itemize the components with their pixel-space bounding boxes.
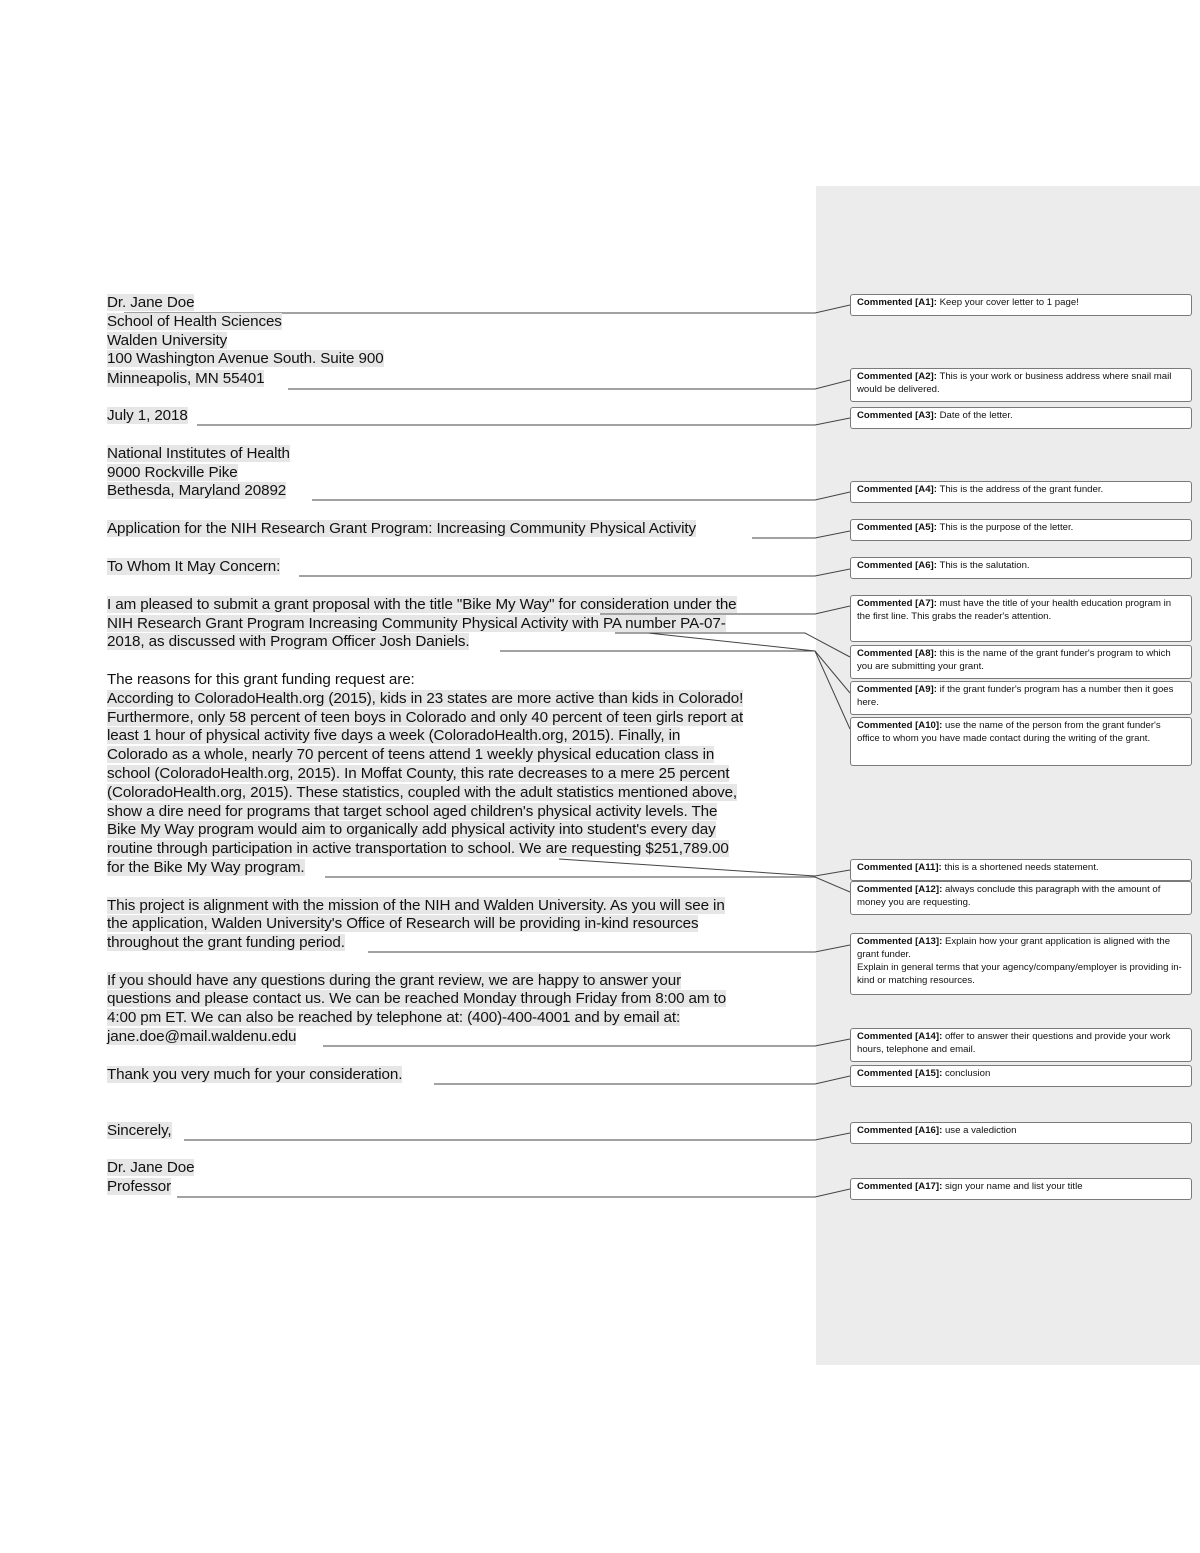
reasons-heading: The reasons for this grant funding request are: — [107, 671, 415, 688]
reasons-line: According to ColoradoHealth.org (2015), kids in 23 states are more active than kids in Colorado! — [107, 690, 744, 707]
comment-label: Commented [A13]: — [857, 936, 943, 947]
comment-text: This is your work or business address where snail mail would be delivered. — [857, 371, 1172, 395]
comment-label: Commented [A3]: — [857, 410, 937, 421]
sender-name: Dr. Jane Doe — [107, 294, 195, 311]
recipient-city-state-zip: Bethesda, Maryland 20892 — [107, 482, 287, 499]
comment-balloon[interactable] — [850, 557, 1192, 579]
reasons-line: for the Bike My Way program. — [107, 859, 305, 876]
comment-label: Commented [A1]: — [857, 297, 937, 308]
comment-balloon[interactable] — [850, 519, 1192, 541]
comment-label: Commented [A10]: — [857, 720, 943, 731]
sender-street: 100 Washington Avenue South. Suite 900 — [107, 350, 384, 367]
comment-label: Commented [A11]: — [857, 862, 942, 873]
comment-text: offer to answer their questions and provide your work hours, telephone and email. — [857, 1031, 1171, 1055]
comment-label: Commented [A7]: — [857, 598, 937, 609]
reasons-line: least 1 hour of physical activity five days a week (ColoradoHealth.org, 2015). Finally, in — [107, 727, 681, 744]
intro-line: NIH Research Grant Program Increasing Community Physical Activity with PA number PA-07- — [107, 615, 726, 632]
comment-balloon[interactable] — [850, 1028, 1192, 1062]
comment-balloon[interactable] — [850, 645, 1192, 679]
comment-label: Commented [A17]: — [857, 1181, 943, 1192]
reasons-line: Colorado as a whole, nearly 70 percent of teens attend 1 weekly physical education class in — [107, 746, 715, 763]
letter-date: July 1, 2018 — [107, 407, 188, 424]
comment-text: Explain how your grant application is aligned with the grant funder. Explain in general terms that your agency/company/employer is providing in-kind or matching resources. — [857, 936, 1182, 986]
closing-line: Thank you very much for your consideration. — [107, 1066, 403, 1083]
comment-label: Commented [A6]: — [857, 560, 937, 571]
comment-text: This is the purpose of the letter. — [939, 522, 1074, 533]
comment-balloon[interactable] — [850, 1065, 1192, 1087]
comment-balloon[interactable] — [850, 595, 1192, 642]
comment-label: Commented [A15]: — [857, 1068, 943, 1079]
reasons-line: routine through participation in active transportation to school. We are requesting $251,789.00 — [107, 840, 729, 857]
reasons-line: Furthermore, only 58 percent of teen boys in Colorado and only 40 percent of teen girls report at — [107, 709, 744, 726]
comment-label: Commented [A4]: — [857, 484, 937, 495]
comment-label: Commented [A14]: — [857, 1031, 943, 1042]
contact-line: 4:00 pm ET. We can also be reached by telephone at: (400)-400-4001 and by email at: — [107, 1009, 681, 1026]
comment-balloon[interactable] — [850, 481, 1192, 503]
intro-line: 2018, as discussed with Program Officer Josh Daniels. — [107, 633, 470, 650]
comment-text: this is a shortened needs statement. — [944, 862, 1099, 873]
comment-label: Commented [A9]: — [857, 684, 937, 695]
comment-balloon[interactable] — [850, 881, 1192, 915]
salutation: To Whom It May Concern: — [107, 558, 281, 575]
contact-line: If you should have any questions during the grant review, we are happy to answer your — [107, 972, 682, 989]
signature-title: Professor — [107, 1178, 172, 1195]
recipient-street: 9000 Rockville Pike — [107, 464, 238, 481]
sender-school: School of Health Sciences — [107, 313, 282, 330]
comment-balloon[interactable] — [850, 294, 1192, 316]
comment-balloon[interactable] — [850, 407, 1192, 429]
intro-line: I am pleased to submit a grant proposal with the title "Bike My Way" for consideration under the — [107, 596, 737, 613]
comment-text: This is the salutation. — [939, 560, 1030, 571]
comment-balloon[interactable] — [850, 1122, 1192, 1144]
comment-balloon[interactable] — [850, 681, 1192, 715]
contact-line: questions and please contact us. We can be reached Monday through Friday from 8:00 am to — [107, 990, 727, 1007]
comment-text: use a valediction — [944, 1125, 1017, 1136]
comment-label: Commented [A2]: — [857, 371, 937, 382]
comment-text: if the grant funder's program has a number then it goes here. — [857, 684, 1174, 708]
reasons-line: show a dire need for programs that target school aged children's physical activity levels. The — [107, 803, 718, 820]
comment-text: must have the title of your health education program in the first line. This grabs the reader's attention. — [857, 598, 1172, 622]
sender-city-state-zip: Minneapolis, MN 55401 — [107, 370, 265, 387]
alignment-line: throughout the grant funding period. — [107, 934, 345, 951]
contact-email[interactable]: jane.doe@mail.waldenu.edu — [107, 1028, 297, 1045]
comment-text: sign your name and list your title — [944, 1181, 1083, 1192]
comment-balloon[interactable] — [850, 717, 1192, 766]
alignment-line: This project is alignment with the mission of the NIH and Walden University. As you will see in — [107, 897, 725, 914]
subject-line: Application for the NIH Research Grant Program: Increasing Community Physical Activity — [107, 520, 697, 537]
sender-university: Walden University — [107, 332, 228, 349]
comment-text: use the name of the person from the grant funder's office to whom you have made contact during the writing of the grant. — [857, 720, 1161, 744]
comment-balloon[interactable] — [850, 368, 1192, 402]
comment-text: Date of the letter. — [939, 410, 1013, 421]
reasons-line: Bike My Way program would aim to organically add physical activity into student's every day — [107, 821, 716, 838]
comment-balloon[interactable] — [850, 1178, 1192, 1200]
recipient-org: National Institutes of Health — [107, 445, 290, 462]
comment-balloon[interactable] — [850, 859, 1192, 881]
comment-text: Keep your cover letter to 1 page! — [939, 297, 1079, 308]
comment-label: Commented [A16]: — [857, 1125, 943, 1136]
valediction: Sincerely, — [107, 1122, 172, 1139]
reasons-line: school (ColoradoHealth.org, 2015). In Moffat County, this rate decreases to a mere 25 percent — [107, 765, 730, 782]
comment-balloon[interactable] — [850, 933, 1192, 995]
comment-text: this is the name of the grant funder's program to which you are submitting your grant. — [857, 648, 1171, 672]
reasons-line: (ColoradoHealth.org, 2015). These statistics, coupled with the adult statistics mentioned above, — [107, 784, 738, 801]
comment-label: Commented [A8]: — [857, 648, 937, 659]
comment-label: Commented [A12]: — [857, 884, 943, 895]
comment-text: conclusion — [944, 1068, 991, 1079]
alignment-line: the application, Walden University's Office of Research will be providing in-kind resources — [107, 915, 699, 932]
comment-text: This is the address of the grant funder. — [939, 484, 1104, 495]
comment-text: always conclude this paragraph with the amount of money you are requesting. — [857, 884, 1161, 908]
signature-name: Dr. Jane Doe — [107, 1159, 195, 1176]
comment-label: Commented [A5]: — [857, 522, 937, 533]
